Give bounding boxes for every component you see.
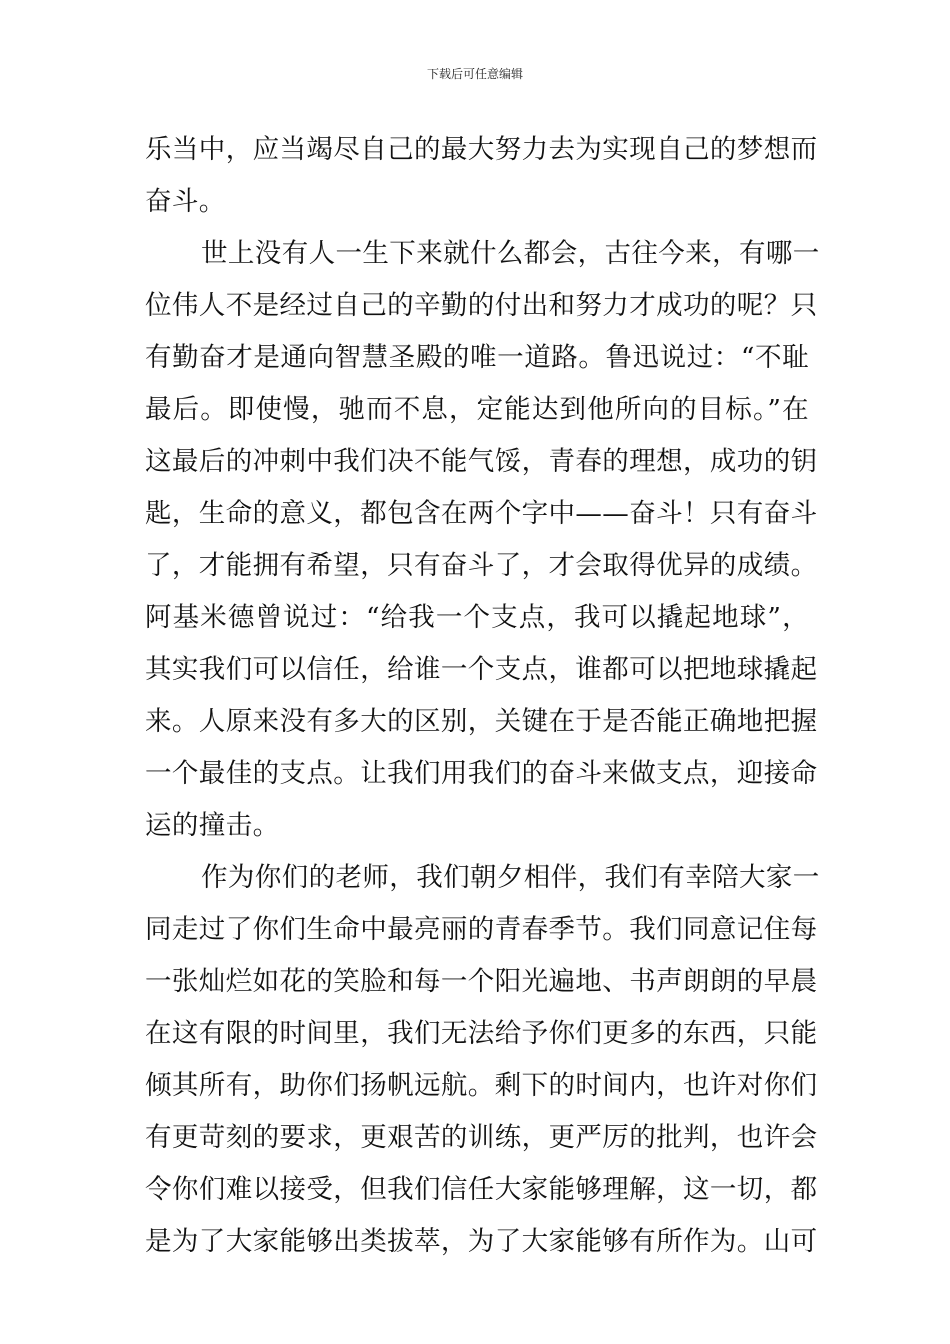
- text-line: 位伟人不是经过自己的辛勤的付出和努力才成功的呢？只: [145, 290, 818, 321]
- text-line: 有更苛刻的要求，更艰苦的训练，更严厉的批判，也许会: [145, 1122, 818, 1153]
- text-line: 奋斗。: [145, 186, 226, 217]
- text-line: 一张灿烂如花的笑脸和每一个阳光遍地、书声朗朗的早晨: [145, 966, 818, 997]
- text-line: 令你们难以接受，但我们信任大家能够理解，这一切，都: [145, 1174, 818, 1205]
- paragraph-first-line: 作为你们的老师，我们朝夕相伴，我们有幸陪大家一: [201, 862, 820, 893]
- text-line: 一个最佳的支点。让我们用我们的奋斗来做支点，迎接命: [145, 758, 818, 789]
- text-line: 这最后的冲刺中我们决不能气馁，青春的理想，成功的钥: [145, 446, 818, 477]
- text-line: 在这有限的时间里，我们无法给予你们更多的东西，只能: [145, 1018, 818, 1049]
- paragraph-first-line: 世上没有人一生下来就什么都会，古往今来，有哪一: [201, 238, 820, 269]
- text-line: 阿基米德曾说过：“给我一个支点，我可以撬起地球”，: [145, 602, 809, 633]
- text-line: 了，才能拥有希望，只有奋斗了，才会取得优异的成绩。: [145, 550, 818, 581]
- text-line: 最后。即使慢，驰而不息，定能达到他所向的目标。”在: [145, 394, 809, 425]
- text-line: 乐当中，应当竭尽自己的最大努力去为实现自己的梦想而: [145, 134, 818, 165]
- text-line: 来。人原来没有多大的区别，关键在于是否能正确地把握: [145, 706, 818, 737]
- page-header: 下载后可任意编辑: [426, 67, 523, 81]
- text-line: 运的撞击。: [145, 810, 280, 841]
- text-line: 同走过了你们生命中最亮丽的青春季节。我们同意记住每: [145, 914, 818, 945]
- text-line: 匙，生命的意义，都包含在两个字中——奋斗！只有奋斗: [145, 498, 818, 529]
- text-line: 是为了大家能够出类拔萃，为了大家能够有所作为。山可: [145, 1226, 818, 1257]
- text-line: 倾其所有，助你们扬帆远航。剩下的时间内，也许对你们: [145, 1070, 818, 1101]
- text-line: 有勤奋才是通向智慧圣殿的唯一道路。鲁迅说过：“不耻: [145, 342, 809, 373]
- text-line: 其实我们可以信任，给谁一个支点，谁都可以把地球撬起: [145, 654, 818, 685]
- body-text: [145, 124, 820, 1268]
